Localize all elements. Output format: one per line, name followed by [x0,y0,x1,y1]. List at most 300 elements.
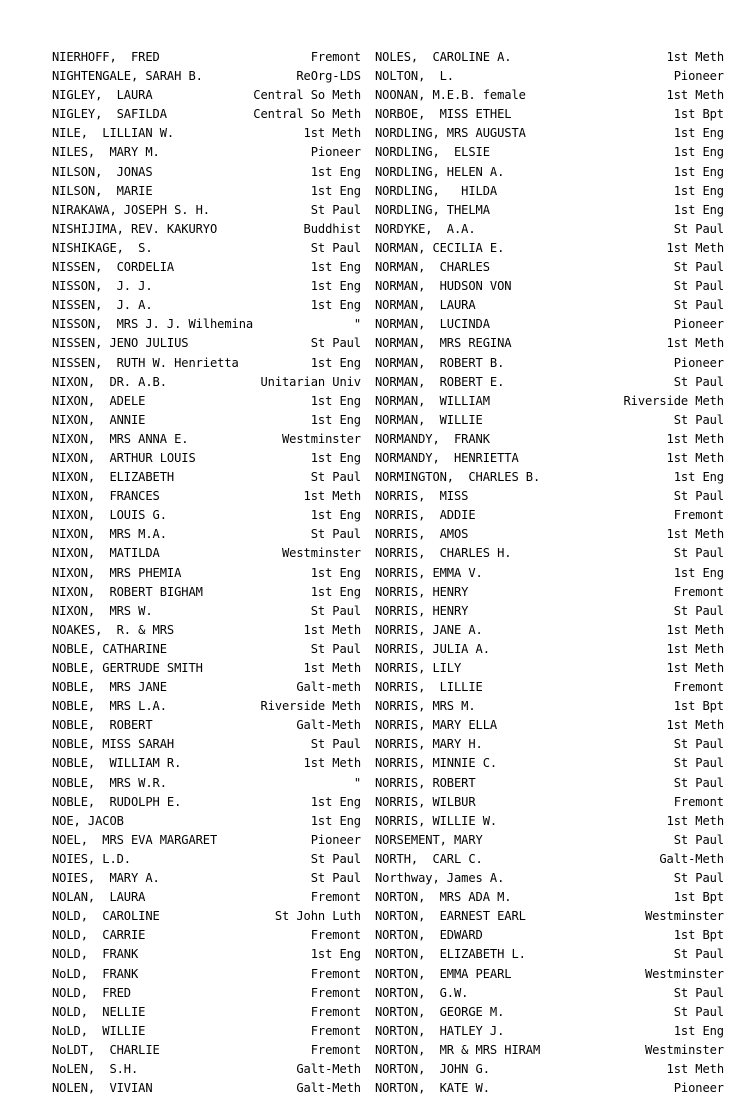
index-entry [375,334,724,353]
index-entry [375,735,724,754]
index-entry [375,869,724,888]
entry-name: NORDLING, MRS AUGUSTA [375,126,526,141]
entry-name: NORRIS, AMOS [375,527,469,542]
entry-name: NOEL, MRS EVA MARGARET [52,832,218,847]
entry-name: NOBLE, MRS L.A. [52,699,167,714]
entry-affiliation: Fremont [673,794,724,809]
entry-affiliation: Fremont [310,1004,361,1019]
index-entry [375,220,724,239]
entry-name: NOLD, FRED [52,985,131,1000]
entry-name: NORTON, EMMA PEARL [375,966,512,981]
index-entry [52,239,361,258]
index-entry [52,583,361,602]
index-entry [52,506,361,525]
entry-name: NIGLEY, SAFILDA [52,107,167,122]
index-entry [52,945,361,964]
entry-affiliation: 1st Meth [666,450,724,465]
index-entry [375,716,724,735]
entry-affiliation: Riverside Meth [623,393,724,408]
entry-affiliation: Fremont [310,50,361,64]
entry-name: NOBLE, WILLIAM R. [52,756,182,771]
entry-name: NORMAN, HUDSON VON [375,279,512,294]
entry-name: NORMAN, WILLIAM [375,393,490,408]
entry-name: NOLES, CAROLINE A. [375,50,512,64]
entry-affiliation: 1st Meth [666,527,724,542]
entry-affiliation: 1st Eng [310,813,361,828]
index-entry [375,506,724,525]
entry-name: NORMANDY, FRANK [375,431,490,446]
entry-affiliation: 1st Eng [310,279,361,294]
entry-affiliation: Fremont [673,508,724,523]
index-entry [52,315,361,334]
index-entry [375,143,724,162]
index-entry [52,697,361,716]
index-entry [375,965,724,984]
entry-affiliation: 1st Eng [310,508,361,523]
index-entry [52,831,361,850]
entry-name: NORDLING, HELEN A. [375,164,505,179]
entry-affiliation: 1st Meth [666,240,724,255]
entry-affiliation: 1st Meth [666,431,724,446]
entry-name: NORMAN, WILLIE [375,412,483,427]
index-entry [375,163,724,182]
entry-affiliation: 1st Bpt [673,107,724,122]
entry-name: NOLEN, VIVIAN [52,1081,153,1096]
entry-affiliation: Pioneer [310,832,361,847]
entry-affiliation: St Paul [673,775,724,790]
entry-affiliation: St Paul [673,871,724,886]
entry-affiliation: St Paul [673,832,724,847]
index-entry [52,793,361,812]
entry-affiliation: Unitarian Univ [260,374,361,389]
index-entry [375,354,724,373]
entry-name: NORRIS, LILLIE [375,680,483,695]
entry-name: NIXON, DR. A.B. [52,374,167,389]
index-entry [52,678,361,697]
entry-affiliation: Westminster [645,966,724,981]
entry-affiliation: St Paul [310,336,361,351]
entry-affiliation: St Paul [310,202,361,217]
entry-name: NORMINGTON, CHARLES B. [375,470,541,485]
index-columns [0,48,735,1098]
entry-name: NORDYKE, A.A. [375,221,476,236]
entry-name: NORTH, CARL C. [375,851,483,866]
entry-name: NOLD, FRANK [52,947,139,962]
entry-affiliation: 1st Eng [310,393,361,408]
index-entry [375,640,724,659]
entry-name: NIXON, FRANCES [52,489,160,504]
entry-name: NoLD, FRANK [52,966,139,981]
index-entry [375,124,724,143]
entry-affiliation: Galt-Meth [659,851,724,866]
index-entry [52,774,361,793]
entry-affiliation: ReOrg-LDS [296,69,361,84]
entry-name: NORMAN, CECILIA E. [375,240,505,255]
index-entry [52,621,361,640]
entry-affiliation: Fremont [673,680,724,695]
entry-affiliation: 1st Eng [310,947,361,962]
entry-name: NORTON, JOHN G. [375,1061,490,1076]
entry-affiliation: 1st Meth [666,50,724,64]
index-entry [52,487,361,506]
index-entry [52,105,361,124]
entry-name: NISSON, J. J. [52,279,153,294]
index-entry [375,583,724,602]
entry-name: NORRIS, MRS M. [375,699,476,714]
entry-name: NIERHOFF, FRED [52,50,160,64]
index-entry [52,525,361,544]
index-entry [52,850,361,869]
index-entry [375,67,724,86]
entry-affiliation: St Paul [673,298,724,313]
entry-affiliation: " [353,775,361,790]
index-entry [52,392,361,411]
entry-affiliation: Fremont [673,584,724,599]
entry-name: NORRIS, ROBERT [375,775,476,790]
entry-affiliation: Central So Meth [253,88,361,103]
index-entry [52,965,361,984]
entry-affiliation: St John Luth [274,909,361,924]
index-entry [375,239,724,258]
index-entry [375,659,724,678]
index-entry [52,430,361,449]
index-entry [375,1041,724,1060]
index-entry [375,602,724,621]
entry-affiliation: St Paul [673,737,724,752]
entry-name: NORMAN, LAURA [375,298,476,313]
entry-affiliation: Riverside Meth [260,699,361,714]
index-entry [375,812,724,831]
entry-name: NoLD, WILLIE [52,1023,146,1038]
entry-name: NORRIS, JULIA A. [375,641,490,656]
entry-affiliation: St Paul [673,1004,724,1019]
entry-name: NORRIS, ADDIE [375,508,476,523]
entry-name: NOBLE, MRS JANE [52,680,167,695]
index-entry [375,487,724,506]
entry-affiliation: 1st Meth [666,718,724,733]
index-entry [52,1060,361,1079]
entry-affiliation: 1st Eng [310,355,361,370]
entry-affiliation: 1st Meth [303,661,361,675]
entry-name: NORRIS, HENRY [375,584,469,599]
entry-affiliation: 1st Meth [303,756,361,771]
index-entry [375,621,724,640]
index-entry [375,1022,724,1041]
entry-name: NORTON, EDWARD [375,928,483,943]
index-entry [52,334,361,353]
index-entry [375,392,724,411]
entry-affiliation: Pioneer [310,145,361,160]
index-entry [52,354,361,373]
entry-name: NORRIS, WILBUR [375,794,476,809]
entry-affiliation: 1st Meth [666,661,724,675]
entry-affiliation: St Paul [673,756,724,771]
index-entry [375,449,724,468]
index-entry [52,907,361,926]
entry-affiliation: 1st Meth [666,1061,724,1076]
entry-affiliation: 1st Meth [666,336,724,351]
entry-affiliation: 1st Meth [666,813,724,828]
entry-name: NILSON, JONAS [52,164,153,179]
entry-name: NOBLE, MISS SARAH [52,737,175,752]
entry-name: NIXON, ELIZABETH [52,470,175,485]
entry-name: Northway, James A. [375,871,505,886]
entry-affiliation: St Paul [673,279,724,294]
entry-affiliation: Fremont [310,966,361,981]
entry-name: NORRIS, EMMA V. [375,565,483,580]
entry-affiliation: Westminster [282,546,361,561]
entry-name: NIXON, MATILDA [52,546,160,561]
index-entry [375,984,724,1003]
entry-name: NORRIS, MARY ELLA [375,718,498,733]
entry-name: NORRIS, MISS [375,489,469,504]
index-entry [52,411,361,430]
index-entry [375,926,724,945]
index-entry [375,1060,724,1079]
index-entry [375,182,724,201]
index-entry [375,430,724,449]
entry-name: NISHIJIMA, REV. KAKURYO [52,221,218,236]
entry-affiliation: 1st Eng [310,565,361,580]
index-entry [375,525,724,544]
entry-affiliation: 1st Meth [666,641,724,656]
entry-affiliation: St Paul [310,240,361,255]
index-entry [52,735,361,754]
left-column [0,48,367,1098]
entry-name: NIXON, ADELE [52,393,146,408]
entry-affiliation: 1st Eng [673,470,724,485]
entry-affiliation: Westminster [645,909,724,924]
entry-name: NOLD, CARRIE [52,928,146,943]
entry-affiliation: 1st Eng [673,1023,724,1038]
entry-name: NORMAN, ROBERT B. [375,355,505,370]
index-entry [375,774,724,793]
index-entry [52,182,361,201]
entry-affiliation: 1st Bpt [673,699,724,714]
entry-name: NORTON, ELIZABETH L. [375,947,526,962]
index-entry [375,945,724,964]
entry-name: NOIES, MARY A. [52,871,160,886]
entry-name: NORTON, G.W. [375,985,469,1000]
entry-name: NORRIS, WILLIE W. [375,813,498,828]
index-entry [52,201,361,220]
entry-affiliation: St Paul [310,641,361,656]
entry-name: NORTON, EARNEST EARL [375,909,526,924]
entry-name: NORRIS, JANE A. [375,622,483,637]
index-entry [52,48,361,67]
index-entry [52,888,361,907]
entry-affiliation: Fremont [310,1023,361,1038]
entry-affiliation: 1st Meth [303,622,361,637]
entry-affiliation: 1st Meth [303,126,361,141]
index-entry [52,277,361,296]
entry-affiliation: St Paul [673,603,724,618]
index-entry [375,48,724,67]
entry-name: NORTON, MRS ADA M. [375,890,512,905]
index-entry [52,754,361,773]
entry-affiliation: 1st Eng [310,412,361,427]
entry-affiliation: Pioneer [673,1081,724,1096]
entry-affiliation: St Paul [673,260,724,275]
entry-affiliation: Fremont [310,890,361,905]
entry-name: NoLDT, CHARLIE [52,1042,160,1057]
entry-name: NIXON, ROBERT BIGHAM [52,584,203,599]
entry-affiliation: 1st Eng [673,183,724,198]
entry-affiliation: 1st Eng [673,145,724,160]
entry-affiliation: St Paul [673,947,724,962]
entry-name: NORDLING, ELSIE [375,145,490,160]
index-entry [375,888,724,907]
entry-affiliation: St Paul [673,221,724,236]
entry-affiliation: 1st Eng [310,164,361,179]
entry-affiliation: St Paul [310,527,361,542]
entry-name: NOBLE, GERTRUDE SMITH [52,661,203,675]
entry-name: NOE, JACOB [52,813,124,828]
entry-name: NORRIS, MARY H. [375,737,483,752]
entry-affiliation: 1st Meth [666,88,724,103]
entry-name: NORDLING, HILDA [375,183,498,198]
index-entry [52,373,361,392]
entry-affiliation: St Paul [673,489,724,504]
entry-affiliation: St Paul [310,851,361,866]
entry-affiliation: Fremont [310,985,361,1000]
entry-name: NISSEN, RUTH W. Henrietta [52,355,239,370]
entry-name: NISSEN, J. A. [52,298,153,313]
index-entry [52,564,361,583]
entry-affiliation: Central So Meth [253,107,361,122]
index-entry [52,926,361,945]
entry-affiliation: " [353,317,361,332]
entry-name: NOBLE, ROBERT [52,718,153,733]
entry-name: NORTON, HATLEY J. [375,1023,505,1038]
index-entry [375,564,724,583]
entry-affiliation: 1st Eng [310,794,361,809]
index-entry [52,640,361,659]
index-entry [52,984,361,1003]
index-entry [52,86,361,105]
index-entry [375,468,724,487]
index-entry [52,1022,361,1041]
index-entry [52,67,361,86]
entry-name: NISSEN, JENO JULIUS [52,336,189,351]
entry-affiliation: 1st Bpt [673,928,724,943]
index-entry [52,1079,361,1098]
entry-affiliation: 1st Meth [666,622,724,637]
entry-name: NORMAN, CHARLES [375,260,490,275]
entry-affiliation: 1st Meth [303,489,361,504]
entry-affiliation: Galt-Meth [296,1061,361,1076]
index-entry [375,544,724,563]
entry-affiliation: Buddhist [303,221,361,236]
right-column [367,48,734,1098]
entry-name: NORTON, MR & MRS HIRAM [375,1042,541,1057]
entry-name: NILSON, MARIE [52,183,153,198]
index-entry [52,296,361,315]
entry-name: NOBLE, MRS W.R. [52,775,167,790]
index-entry [52,449,361,468]
entry-name: NIXON, MRS ANNA E. [52,431,189,446]
index-entry [52,258,361,277]
index-entry [375,907,724,926]
index-entry [52,716,361,735]
entry-name: NOBLE, RUDOLPH E. [52,794,182,809]
entry-name: NORMAN, ROBERT E. [375,374,505,389]
index-entry [375,850,724,869]
entry-affiliation: 1st Eng [310,183,361,198]
entry-name: NOLTON, L. [375,69,454,84]
index-entry [52,544,361,563]
index-entry [375,296,724,315]
index-entry [52,1003,361,1022]
entry-name: NIXON, ANNIE [52,412,146,427]
index-entry [52,143,361,162]
index-entry [375,793,724,812]
entry-name: NISSEN, CORDELIA [52,260,175,275]
entry-name: NORSEMENT, MARY [375,832,483,847]
entry-affiliation: St Paul [673,412,724,427]
entry-name: NORRIS, MINNIE C. [375,756,498,771]
entry-affiliation: Pioneer [673,355,724,370]
entry-affiliation: 1st Eng [673,164,724,179]
entry-name: NILE, LILLIAN W. [52,126,175,141]
entry-name: NORMAN, LUCINDA [375,317,490,332]
entry-name: NIXON, ARTHUR LOUIS [52,450,196,465]
entry-affiliation: 1st Eng [673,126,724,141]
index-entry [52,220,361,239]
entry-affiliation: St Paul [673,374,724,389]
entry-name: NIXON, MRS M.A. [52,527,167,542]
index-entry [52,869,361,888]
entry-affiliation: Westminster [282,431,361,446]
entry-name: NoLEN, S.H. [52,1061,139,1076]
index-entry [52,163,361,182]
entry-affiliation: St Paul [310,470,361,485]
entry-affiliation: St Paul [310,603,361,618]
index-entry [375,697,724,716]
entry-affiliation: Fremont [310,1042,361,1057]
index-entry [375,754,724,773]
index-entry [375,86,724,105]
index-entry [375,1003,724,1022]
index-entry [52,602,361,621]
entry-affiliation: St Paul [310,737,361,752]
entry-name: NOLAN, LAURA [52,890,146,905]
entry-affiliation: 1st Eng [310,584,361,599]
entry-affiliation: Westminster [645,1042,724,1057]
entry-affiliation: 1st Eng [673,565,724,580]
index-entry [52,812,361,831]
index-entry [375,105,724,124]
entry-name: NOONAN, M.E.B. female [375,88,526,103]
entry-name: NORRIS, HENRY [375,603,469,618]
index-entry [52,1041,361,1060]
entry-affiliation: Galt-Meth [296,1081,361,1096]
index-entry [52,124,361,143]
entry-name: NORTON, GEORGE M. [375,1004,505,1019]
index-entry [375,315,724,334]
entry-name: NISSON, MRS J. J. Wilhemina [52,317,254,332]
entry-name: NOLD, NELLIE [52,1004,146,1019]
entry-affiliation: Galt-Meth [296,718,361,733]
index-entry [375,201,724,220]
entry-affiliation: St Paul [673,985,724,1000]
entry-name: NIRAKAWA, JOSEPH S. H. [52,202,210,217]
entry-name: NIXON, MRS PHEMIA [52,565,182,580]
index-entry [375,678,724,697]
entry-name: NOBLE, CATHARINE [52,641,167,656]
entry-name: NORMAN, MRS REGINA [375,336,512,351]
entry-affiliation: Pioneer [673,317,724,332]
